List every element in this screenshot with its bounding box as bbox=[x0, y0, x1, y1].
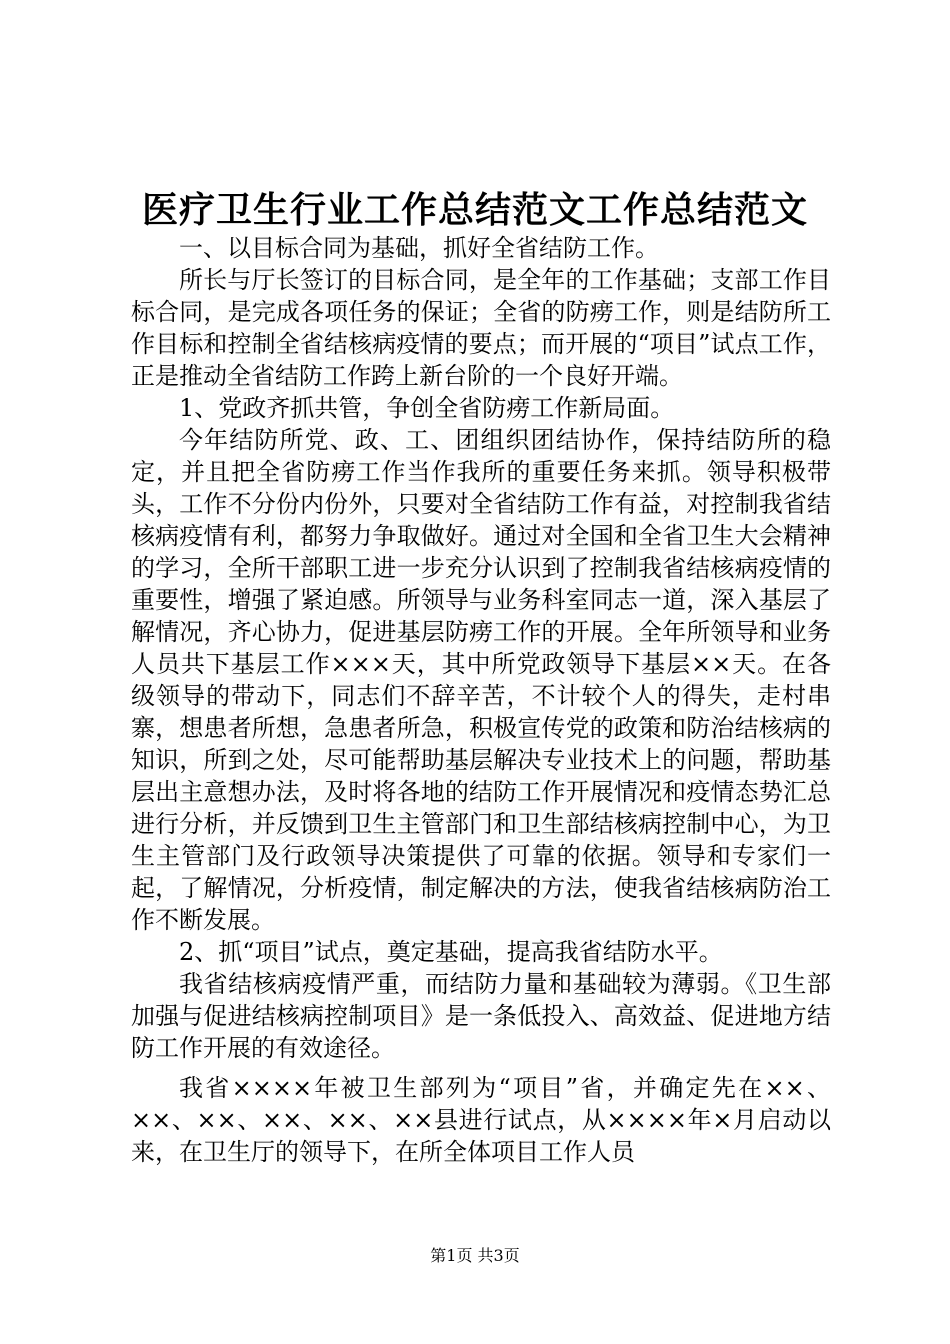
body-paragraph: 我省结核病疫情严重，而结防力量和基础较为薄弱。《卫生部加强与促进结核病控制项目》是一条低投入、高效益、促进地方结防工作开展的有效途径。 bbox=[131, 970, 831, 1062]
document-body bbox=[131, 232, 831, 1168]
body-paragraph: 我省××××年被卫生部列为“项目”省，并确定先在××、××、××、××、××、××县进行试点，从××××年×月启动以来，在卫生厅的领导下，在所全体项目工作人员 bbox=[131, 1074, 831, 1166]
body-paragraph: 今年结防所党、政、工、团组织团结协作，保持结防所的稳定，并且把全省防痨工作当作我所的重要任务来抓。领导积极带头，工作不分份内份外，只要对全省结防工作有益，对控制我省结核病疫情有利，都努力争取做好。通过对全国和全省卫生大会精神的学习，全所干部职工进一步充分认识到了控制我省结核病疫情的重要性，增强了紧迫感。所领导与业务科室同志一道，深入基层了解情况，齐心协力，促进基层防痨工作的开展。全年所领导和业务人员共下基层工作×××天，其中所党政领导下基层××天。在各级领导的带动下，同志们不辞辛苦，不计较个人的得失，走村串寨，想患者所想，急患者所急，积极宣传党的政策和防治结核病的知识，所到之处，尽可能帮助基层解决专业技术上的问题，帮助基层出主意想办法，及时将各地的结防工作开展情况和疫情态势汇总进行分析，并反馈到卫生主管部门和卫生部结核病控制中心，为卫生主管部门及行政领导决策提供了可靠的依据。领导和专家们一起，了解情况，分析疫情，制定解决的方法，使我省结核病防治工作不断发展。 bbox=[131, 426, 831, 934]
page-number-footer: 第1页 共3页 bbox=[430, 1246, 520, 1265]
section-heading: 一、以目标合同为基础，抓好全省结防工作。 bbox=[179, 234, 659, 262]
document-title: 医疗卫生行业工作总结范文工作总结范文 bbox=[141, 189, 808, 231]
subsection-heading: 2、抓“项目”试点，奠定基础，提高我省结防水平。 bbox=[179, 938, 723, 966]
subsection-heading: 1、党政齐抓共管，争创全省防痨工作新局面。 bbox=[179, 394, 675, 422]
body-paragraph: 所长与厅长签订的目标合同，是全年的工作基础；支部工作目标合同，是完成各项任务的保证；全省的防痨工作，则是结防所工作目标和控制全省结核病疫情的要点；而开展的“项目”试点工作，正是推动全省结防工作跨上新台阶的一个良好开端。 bbox=[131, 266, 831, 390]
